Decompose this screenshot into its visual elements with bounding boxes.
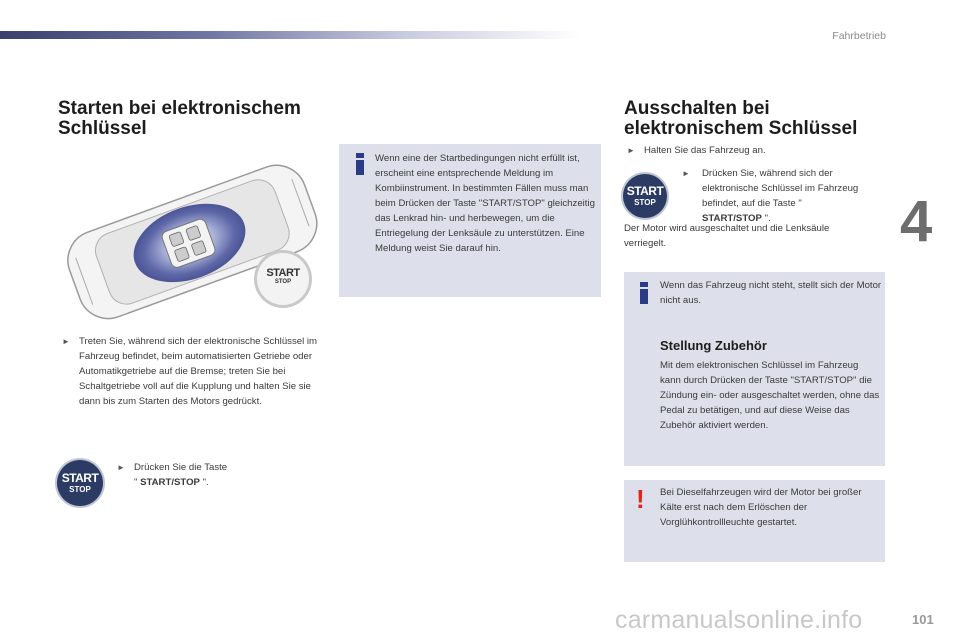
start-stop-button-right-line2: STOP (634, 198, 656, 207)
bullet-arrow-icon: ► (117, 463, 125, 472)
start-conditions-info-box (339, 144, 601, 297)
right-title-line2: elektronischem Schlüssel (624, 118, 858, 139)
accessory-info-box (624, 272, 885, 466)
bullet-arrow-icon: ► (627, 146, 635, 155)
start-stop-button-line2: STOP (69, 485, 91, 494)
right-title (624, 99, 924, 139)
engine-off-text: Der Motor wird ausgeschaltet und die Lenksäule verriegelt. (624, 223, 830, 249)
car-illustration (57, 157, 327, 325)
left-bullet-2-quote-open: " (134, 477, 138, 488)
info-icon (354, 153, 366, 175)
left-title (58, 99, 328, 139)
right-bullet-2 (682, 166, 862, 226)
bullet-arrow-icon: ► (62, 337, 70, 346)
right-bullet-1 (627, 143, 877, 158)
bullet-arrow-icon: ► (682, 169, 690, 178)
section-label: Fahrbetrieb (832, 30, 886, 42)
page-number: 101 (912, 612, 934, 627)
illustration-button-start-label: START (266, 267, 300, 279)
right-bullet-2-quote-open: " (798, 198, 802, 209)
warning-icon: ! (636, 484, 645, 514)
illustration-start-stop-button (257, 253, 309, 305)
start-stop-button-right-line1: START (626, 184, 664, 198)
left-bullet-2-prefix: Drücken Sie die Taste (134, 462, 228, 473)
accessory-body-text: Mit dem elektronischen Schlüssel im Fahrzeug kann durch Drücken der Taste "START/STOP" die Zündung ein- oder ausgeschaltet werden, ohne das Pedal zu betätigen, und auf diese Weise das Zubehör aktiviert werden. (660, 360, 880, 431)
vehicle-moving-text: Wenn das Fahrzeug nicht steht, stellt sich der Motor nicht aus. (660, 280, 882, 306)
diesel-warning-box (624, 480, 885, 562)
left-title-line1: Starten bei elektronischem (58, 98, 301, 119)
accessory-subheading: Stellung Zubehör (660, 338, 767, 353)
start-conditions-text: Wenn eine der Startbedingungen nicht erfüllt ist, erscheint eine entsprechende Meldung im Kombiinstrument. In bestimmten Fällen muss man beim Drücken der Taste "START/STOP" gleichzeitig das Lenkrad hin- und herbewegen, um die Entriegelung der Lenksäule zu unterstützen. Eine Meldung weist Sie darauf hin. (375, 153, 595, 254)
illustration-button-stop-label: STOP (274, 279, 292, 285)
left-bullet-1-text: Treten Sie, während sich der elektronische Schlüssel im Fahrzeug befindet, beim automatisierten Getriebe oder Automatikgetriebe auf die Bremse; treten Sie bei Schaltgetriebe voll auf die Kupplung und halten Sie sie dann bis zum Starten des Motors gedrückt. (79, 336, 317, 407)
left-bullet-1 (62, 334, 322, 409)
watermark: carmanualsonline.info (615, 606, 863, 634)
right-bullet-1-text: Halten Sie das Fahrzeug an. (644, 145, 766, 156)
left-bullet-2 (117, 460, 317, 490)
header-gradient-bar (0, 31, 580, 39)
right-title-line1: Ausschalten bei (624, 98, 770, 119)
diesel-warning-text: Bei Dieselfahrzeugen wird der Motor bei großer Kälte erst nach dem Erlöschen der Vorglühkontrollleuchte gestartet. (660, 487, 862, 528)
right-bullet-2-key: START/STOP (702, 213, 762, 224)
right-bullet-2-text: Drücken Sie, während sich der elektronische Schlüssel im Fahrzeug befindet, auf die Taste (702, 168, 859, 209)
chapter-number: 4 (900, 189, 933, 254)
start-stop-button-icon (57, 460, 103, 506)
left-bullet-2-quote-close: ". (202, 477, 209, 488)
left-bullet-2-key: START/STOP (140, 477, 200, 488)
start-stop-button-icon-right (623, 174, 667, 218)
left-title-line2: Schlüssel (58, 118, 147, 139)
start-stop-button-line1: START (61, 471, 99, 485)
right-bullet-2-quote-close: ". (764, 213, 771, 224)
info-icon (638, 282, 650, 304)
